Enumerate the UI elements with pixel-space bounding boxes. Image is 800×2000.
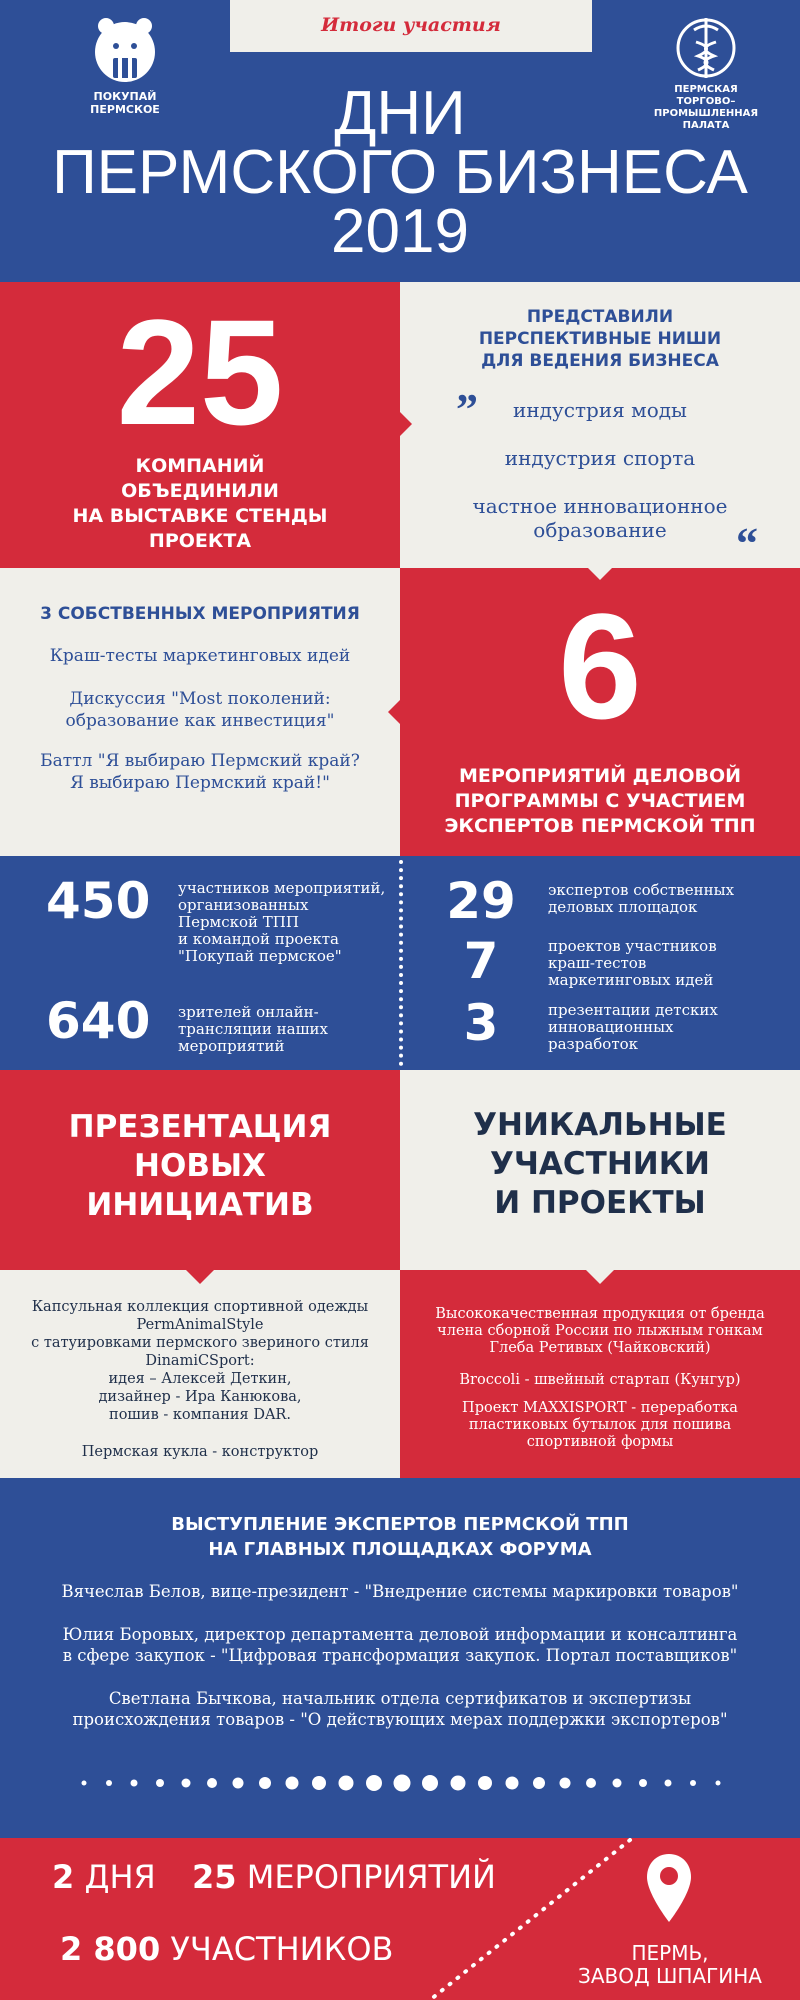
stat-value: 7	[463, 932, 499, 990]
speaker: Светлана Бычкова, начальник отдела сертификатов и экспертизы происхождения товаров - "О действующих мерах поддержки экспортеров"	[72, 1689, 728, 1729]
close-quote-icon: “	[736, 519, 758, 568]
event-item: Краш-тесты маркетинговых идей	[49, 646, 351, 666]
event-item: Баттл "Я выбираю Пермский край? Я выбираю Пермский край!"	[40, 751, 360, 793]
arrow-down	[586, 1270, 614, 1284]
stat-description: проектов участников краш-тестов маркетинговых идей	[548, 937, 717, 989]
bear-icon	[62, 12, 188, 86]
arrow-down	[186, 1270, 214, 1284]
initiatives-body	[0, 1270, 400, 1478]
program-number: 6	[558, 582, 642, 750]
buy-perm-logo: ПОКУПАЙ ПЕРМСКОЕ	[62, 12, 188, 116]
stat-description: презентации детских инновационных разработок	[548, 1001, 718, 1053]
companies-caption: КОМПАНИЙ ОБЪЕДИНИЛИ НА ВЫСТАВКЕ СТЕНДЫ ПРОЕКТА	[72, 455, 328, 552]
initiative-extra: Пермская кукла - конструктор	[81, 1444, 319, 1460]
footer	[0, 1838, 800, 2000]
projects-row	[0, 1270, 800, 1478]
speaker: Вячеслав Белов, вице-президент - "Внедрение системы маркировки товаров"	[61, 1582, 739, 1601]
stats-section	[0, 856, 800, 1070]
event-item: Дискуссия "Most поколений: образование как инвестиция"	[65, 689, 335, 731]
stat-description: экспертов собственных деловых площадок	[548, 881, 735, 916]
niche-item: индустрия спорта	[504, 446, 696, 470]
stat-value: 450	[46, 872, 151, 930]
niche-item: частное инновационное образование	[472, 494, 728, 542]
companies-panel	[0, 282, 400, 568]
stat-description: зрителей онлайн- трансляции наших мероприятий	[178, 1003, 328, 1055]
events-stat: 25 МЕРОПРИЯТИЙ	[192, 1858, 496, 1896]
unique-body	[400, 1270, 800, 1478]
companies-row	[0, 282, 800, 568]
mercury-staff-icon	[628, 12, 784, 82]
dots-divider	[0, 1768, 800, 1798]
stat-description: участников мероприятий, организованных Пермской ТПП и командой проекта "Покупай пермское"	[178, 879, 386, 965]
speaker: Юлия Боровых, директор департамента деловой информации и консалтинга в сфере закупок - "Цифровая трансформация закупок. Портал поставщиков"	[62, 1625, 738, 1665]
stats-divider	[399, 860, 403, 1066]
stat-value: 29	[446, 872, 516, 930]
experts-section	[0, 1478, 800, 1838]
arrow-left	[388, 700, 400, 724]
participants-stat: 2 800 УЧАСТНИКОВ	[60, 1930, 394, 1968]
location-pin-icon	[644, 1852, 694, 1924]
location: ПЕРМЬ, ЗАВОД ШПАГИНА	[578, 1941, 762, 1988]
unique-title: УНИКАЛЬНЫЕ УЧАСТНИКИ И ПРОЕКТЫ	[473, 1107, 727, 1221]
stat-value: 640	[46, 992, 151, 1050]
arrow-right	[400, 412, 412, 436]
unique-item: Проект MAXXISPORT - переработка пластиковых бутылок для пошива спортивной формы	[462, 1400, 738, 1450]
unique-item: Высококачественная продукция от бренда члена сборной России по лыжным гонкам Глеба Ретивых (Чайковский)	[435, 1306, 765, 1356]
program-caption: МЕРОПРИЯТИЙ ДЕЛОВОЙ ПРОГРАММЫ С УЧАСТИЕМ ЭКСПЕРТОВ ПЕРМСКОЙ ТПП	[444, 765, 756, 837]
initiatives-title-panel	[0, 1070, 400, 1270]
header	[0, 0, 800, 282]
initiatives-row	[0, 1070, 800, 1270]
page-title: ДНИ ПЕРМСКОГО БИЗНЕСА 2019	[52, 79, 748, 266]
own-events-title: 3 СОБСТВЕННЫХ МЕРОПРИЯТИЯ	[40, 604, 360, 624]
unique-title-panel	[400, 1070, 800, 1270]
business-program-panel	[400, 568, 800, 856]
initiatives-title: ПРЕЗЕНТАЦИЯ НОВЫХ ИНИЦИАТИВ	[68, 1109, 332, 1223]
experts-title: ВЫСТУПЛЕНИЕ ЭКСПЕРТОВ ПЕРМСКОЙ ТПП НА ГЛАВНЫХ ПЛОЩАДКАХ ФОРУМА	[171, 1514, 629, 1560]
arrow-down	[588, 568, 612, 580]
niches-panel	[400, 282, 800, 568]
results-badge: Итоги участия	[230, 0, 592, 52]
niche-item: индустрия моды	[513, 398, 687, 422]
own-events-panel	[0, 568, 400, 856]
companies-number: 25	[116, 288, 284, 456]
days-stat: 2 ДНЯ	[52, 1858, 156, 1896]
unique-item: Broccoli - швейный стартап (Кунгур)	[459, 1372, 741, 1388]
niches-title: ПРЕДСТАВИЛИ ПЕРСПЕКТИВНЫЕ НИШИ ДЛЯ ВЕДЕНИЯ БИЗНЕСА	[478, 307, 722, 371]
stat-value: 3	[463, 994, 499, 1052]
open-quote-icon: ”	[456, 385, 478, 434]
chamber-logo: ПЕРМСКАЯ ТОРГОВО–ПРОМЫШЛЕННАЯ ПАЛАТА	[628, 12, 784, 132]
events-row	[0, 568, 800, 856]
initiative-description: Капсульная коллекция спортивной одежды PermAnimalStyle с татуировками пермского звериного стиля DinamiCSport: идея – Алексей Деткин, дизайнер - Ира Канюкова, пошив - компания DAR.	[31, 1299, 369, 1423]
